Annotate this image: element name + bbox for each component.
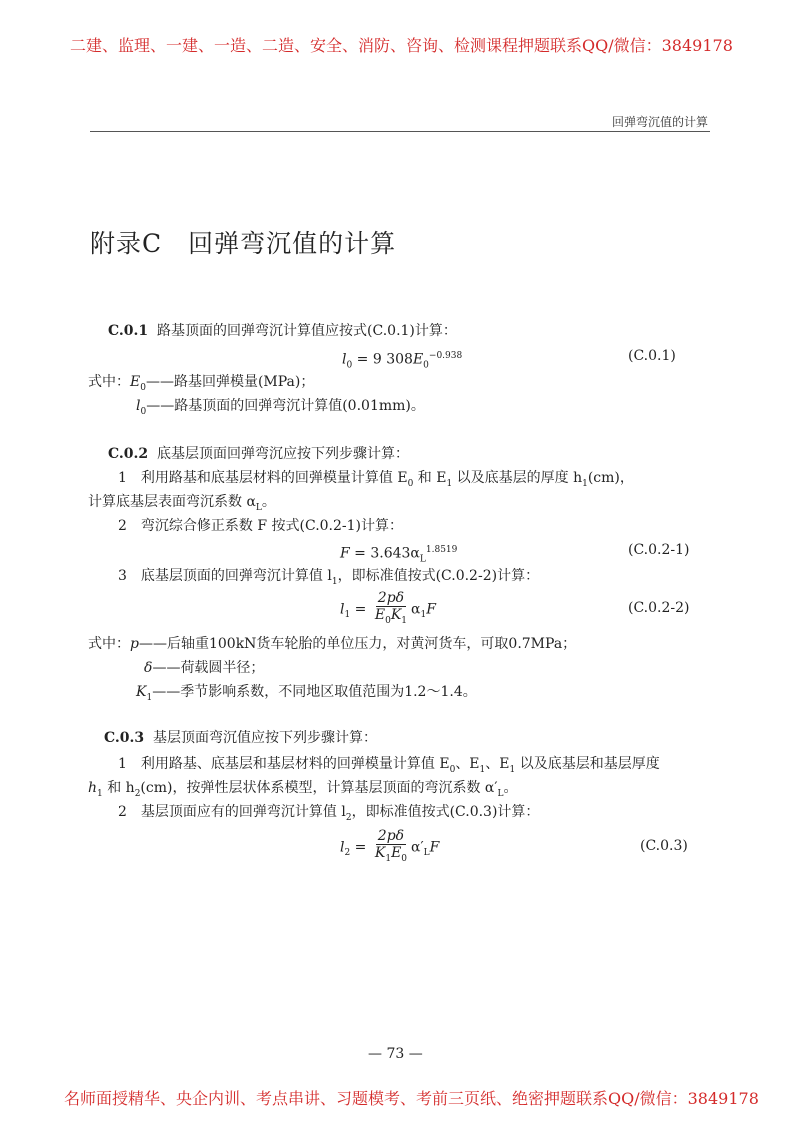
c02-item1-line1: 1 利用路基和底基层材料的回弹模量计算值 $E_0$ 和 $E_1$ 以及底基层的厚度 $h_1(cm)$， xyxy=(118,470,634,489)
where-c02-line3: $K_1——$季节影响系数，不同地区取值范围为1.2～1.4。 xyxy=(136,684,477,703)
equation-number-c02-1: (C.0.2-1) xyxy=(628,542,690,558)
where-c02-line1: 式中：p——后轴重100kN货车轮胎的单位压力，对黄河货车，可取0.7MPa； xyxy=(88,636,577,652)
c03-item1-line1: 1 利用路基、底基层和基层材料的回弹模量计算值 $E_0$、$E_1$、$E_1$ 以及底基层和基层厚度 xyxy=(118,756,660,775)
page-number: — 73 — xyxy=(368,1046,423,1062)
page-title: 附录C 回弹弯沉值的计算 xyxy=(90,229,397,258)
c03-item2: 2 基层顶面应有的回弹弯沉计算值 $l_2$，即标准值按式(C.0.3)计算： xyxy=(118,804,540,823)
c03-item1-line2: $h_1$ 和 $h_2(cm)$，按弹性层状体系模型，计算基层顶面的弯沉系数 $\alpha'_L$。 xyxy=(88,780,518,799)
bottom-banner: 名师面授精华、央企内训、考点串讲、习题模考、考前三页纸、绝密押题联系QQ/微信：3849178 xyxy=(64,1089,759,1108)
fraction-c03: $\frac{2p\delta}{K_1E_0}$ xyxy=(374,828,408,864)
top-banner: 二建、监理、一建、一造、二造、安全、消防、咨询、检测课程押题联系QQ/微信：3849178 xyxy=(70,36,733,55)
c02-item2: 2 弯沉综合修正系数 F 按式(C.0.2-1)计算： xyxy=(118,518,404,534)
where-c01-line1: 式中：$E_0——$路基回弹模量(MPa)； xyxy=(88,374,315,393)
c02-item3: 3 底基层顶面的回弹弯沉计算值 $l_1$，即标准值按式(C.0.2-2)计算： xyxy=(118,568,540,587)
section-c01-heading: C.0.1 路基顶面的回弹弯沉计算值应按式(C.0.1)计算： xyxy=(108,323,457,339)
equation-number-c02-2: (C.0.2-2) xyxy=(628,600,690,616)
fraction-c02-2: $\frac{2p\delta}{E_0K_1}$ xyxy=(374,590,408,626)
equation-number-c03: (C.0.3) xyxy=(640,838,688,854)
where-c02-line2: δ——荷载圆半径； xyxy=(144,660,265,676)
equation-c03: $l_2$ = $\frac{2p\delta}{K_1E_0}$ $\alpha'_LF$ xyxy=(340,828,439,867)
header-rule xyxy=(90,131,710,132)
equation-c02-2: $l_1$ = $\frac{2p\delta}{E_0K_1}$ $\alpha_1F$ xyxy=(340,590,436,629)
section-c02-heading: C.0.2 底基层顶面回弹弯沉应按下列步骤计算： xyxy=(108,446,410,462)
equation-c01: $l_0 = 9$ $308E_0^{-0.938}$ xyxy=(342,351,463,371)
c02-item1-line2: 计算底基层表面弯沉系数 $\alpha_L$。 xyxy=(88,494,276,513)
section-c03-heading: C.0.3 基层顶面弯沉值应按下列步骤计算： xyxy=(104,730,378,746)
running-header: 回弹弯沉值的计算 xyxy=(612,115,709,129)
where-c01-line2: $l_0——$路基顶面的回弹弯沉计算值(0.01mm)。 xyxy=(136,398,425,417)
equation-number-c01: (C.0.1) xyxy=(628,348,676,364)
equation-c02-1: $F = 3.643\alpha_L^{1.8519}$ xyxy=(340,545,458,565)
